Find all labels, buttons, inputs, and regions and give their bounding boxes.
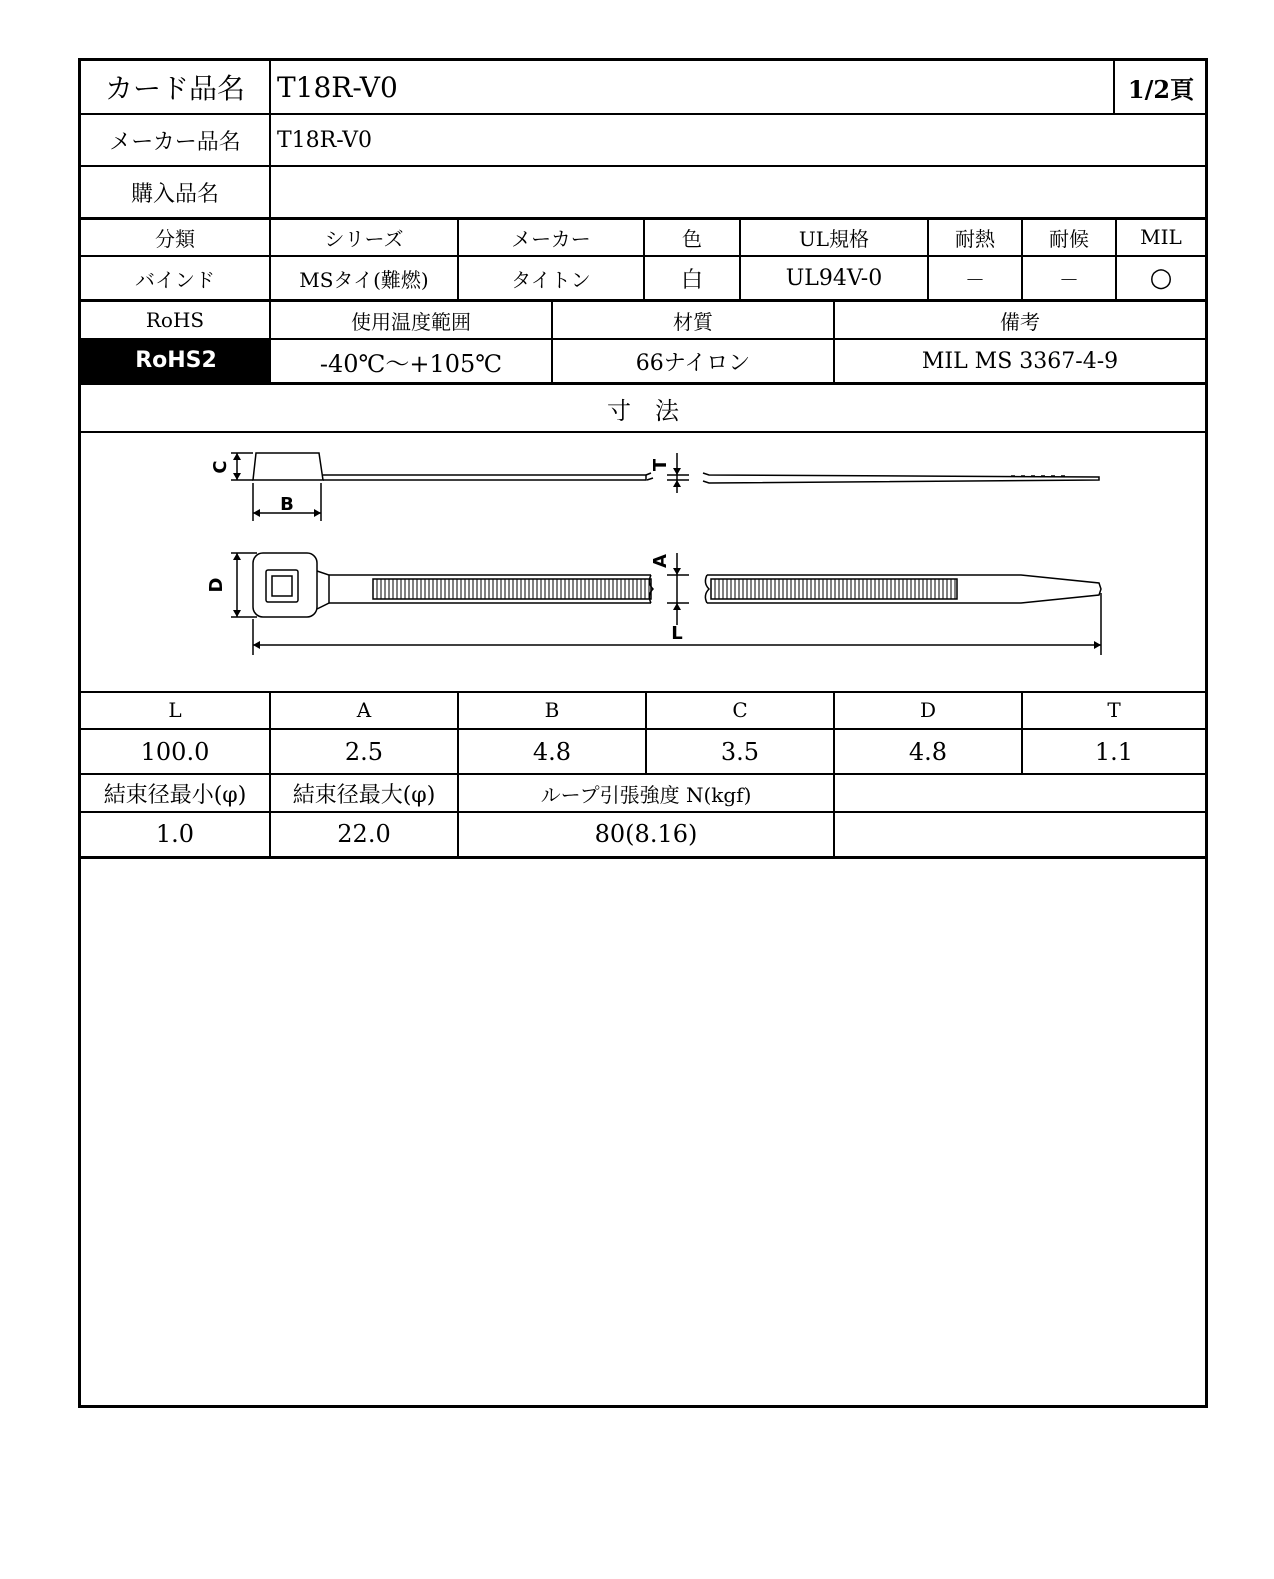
value-material: 66ナイロン xyxy=(635,350,751,376)
header-ul-standard: UL規格 xyxy=(798,226,870,251)
value-remarks: MIL MS 3367-4-9 xyxy=(921,348,1119,374)
value-mil: ○ xyxy=(1149,263,1173,293)
value-category: バインド xyxy=(135,267,215,292)
side-view-strap-right xyxy=(703,473,1099,483)
header-heat-resistance: 耐熱 xyxy=(955,226,995,251)
card-name-value: T18R-V0 xyxy=(277,70,398,104)
maker-name-value: T18R-V0 xyxy=(277,127,372,153)
header-color: 色 xyxy=(682,226,702,251)
rohs-badge: RoHS2 xyxy=(81,338,271,382)
value-color: 白 xyxy=(680,267,703,293)
purchase-name-value xyxy=(271,167,1177,217)
bundle-header-empty xyxy=(835,775,1205,811)
label-a: A xyxy=(650,554,671,568)
dim-header-d: D xyxy=(919,698,937,722)
value-series: MSタイ(難燃) xyxy=(299,267,429,292)
bundle-value-min: 1.0 xyxy=(155,820,195,848)
notes-area xyxy=(81,860,1205,1405)
dim-value-b: 4.8 xyxy=(532,737,572,766)
dim-value-t: 1.1 xyxy=(1094,737,1134,766)
dim-value-a: 2.5 xyxy=(344,737,384,766)
value-weather-resistance: － xyxy=(1059,267,1079,292)
header-series: シリーズ xyxy=(324,226,404,251)
value-heat-resistance: － xyxy=(965,267,985,292)
dim-value-d: 4.8 xyxy=(908,737,948,766)
dim-value-c: 3.5 xyxy=(720,737,760,766)
side-view-strap-left xyxy=(323,475,646,480)
header-maker: メーカー xyxy=(511,226,591,251)
cable-tie-drawing xyxy=(81,433,1205,691)
side-view-head xyxy=(253,453,323,480)
label-b: B xyxy=(280,494,294,515)
label-t: T xyxy=(650,458,671,472)
dimensions-title: 寸 法 xyxy=(607,396,679,425)
header-weather-resistance: 耐候 xyxy=(1049,226,1089,251)
top-view-head xyxy=(253,553,317,617)
bundle-header-tensile: ループ引張強度 N(kgf) xyxy=(540,782,752,807)
header-category: 分類 xyxy=(155,226,195,251)
header-rohs: RoHS xyxy=(145,308,205,332)
dim-c-line xyxy=(231,453,253,480)
dim-header-c: C xyxy=(732,698,748,722)
header-temperature-range: 使用温度範囲 xyxy=(351,309,471,334)
value-temperature-range: -40℃～+105℃ xyxy=(319,349,503,378)
page-number: 1/2頁 xyxy=(1127,74,1195,104)
bundle-value-max: 22.0 xyxy=(337,820,391,848)
dim-value-l: 100.0 xyxy=(140,737,210,766)
header-remarks: 備考 xyxy=(1000,309,1040,334)
dim-header-t: T xyxy=(1107,698,1121,722)
bundle-header-max: 結束径最大(φ) xyxy=(292,782,436,808)
label-l: L xyxy=(671,623,683,644)
card-name-label: カード品名 xyxy=(104,72,245,105)
bundle-value-tensile: 80(8.16) xyxy=(594,820,698,848)
header-material: 材質 xyxy=(673,309,713,334)
purchase-name-label: 購入品名 xyxy=(130,181,219,207)
label-d: D xyxy=(206,577,227,593)
dim-header-l: L xyxy=(168,698,182,722)
maker-name-label: メーカー品名 xyxy=(109,129,241,155)
bundle-header-min: 結束径最小(φ) xyxy=(103,782,247,808)
spec-sheet xyxy=(78,58,1208,1408)
bundle-value-empty xyxy=(835,813,1205,855)
dim-header-b: B xyxy=(544,698,560,722)
dim-header-a: A xyxy=(356,698,372,722)
value-maker: タイトン xyxy=(511,267,591,292)
value-ul-standard: UL94V-0 xyxy=(785,265,883,291)
label-c: C xyxy=(210,460,231,474)
header-mil: MIL xyxy=(1140,225,1182,249)
